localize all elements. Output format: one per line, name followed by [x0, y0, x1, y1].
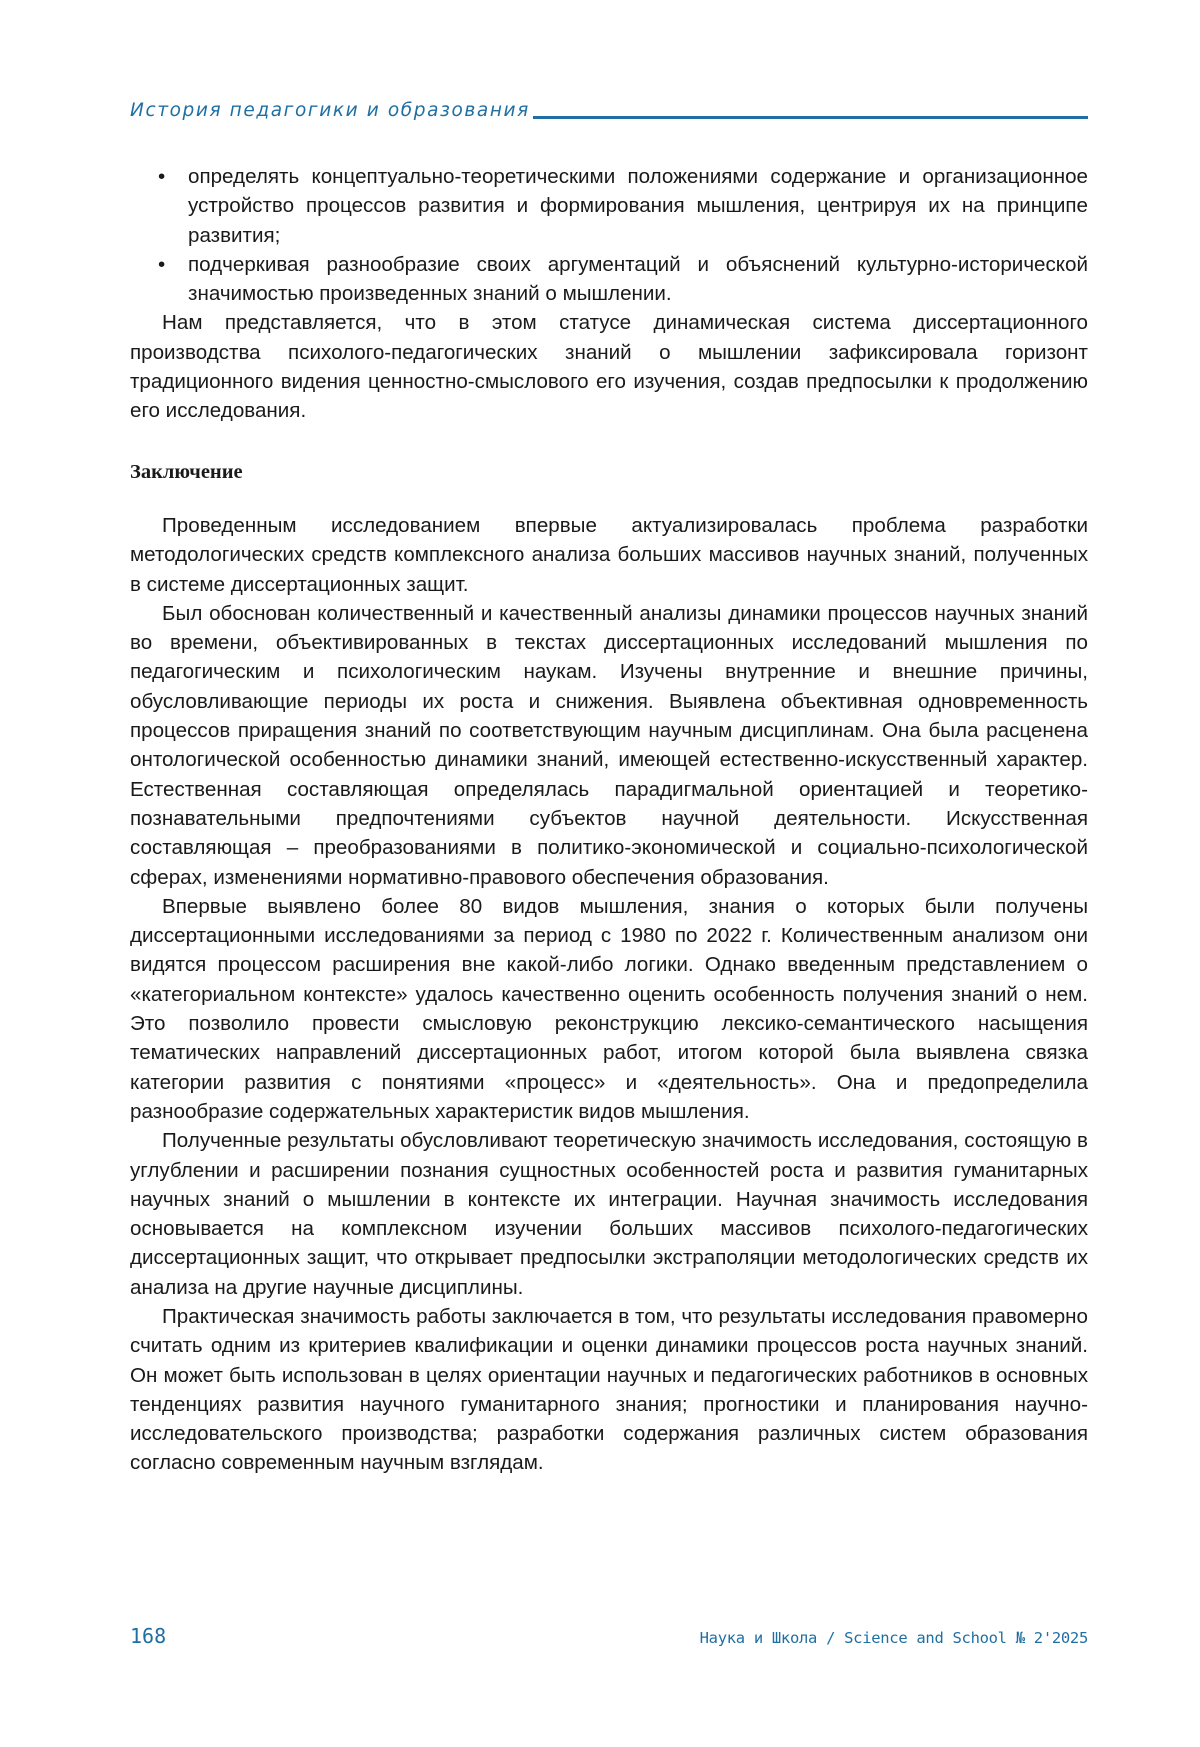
page-footer	[130, 1624, 1088, 1648]
journal-name: Наука и Школа / Science and School № 2'2025	[699, 1629, 1088, 1647]
running-head	[130, 102, 1088, 121]
paragraph-intro: Нам представляется, что в этом статусе динамическая система диссертационного производства психолого-педагогических знаний о мышлении зафиксировала горизонт традиционного видения ценностно-смыслового его изучения, создав предпосылки к продолжению его исследования.	[130, 311, 1088, 423]
bullet-item	[130, 250, 1088, 309]
section-heading: Заключение	[130, 460, 243, 483]
bullet-marker: •	[158, 252, 166, 276]
running-head-rule	[533, 116, 1088, 119]
paragraph: Впервые выявлено более 80 видов мышления, знания о которых были получены диссертационными исследованиями за период с 1980 по 2022 г. Количественным анализом они видятся процессом расширения вне какой-либо логики. Однако введенным представлением о «категориальном контексте» удалось качественно оценить особенность получения знаний о нем. Это позволило провести смысловую реконструкцию лексико-семантического насыщения тематических направлений диссертационных работ, итогом которой была выявлена связка категории развития с понятиями «процесс» и «деятельность». Она и предопределила разнообразие содержательных характеристик видов мышления.	[130, 894, 1088, 1123]
page-number: 168	[130, 1624, 167, 1648]
bullet-text: подчеркивая разнообразие своих аргументаций и объяснений культурно-исторической значимостью произведенных знаний о мышлении.	[188, 252, 1088, 306]
bullet-item	[130, 162, 1088, 250]
bullet-list	[130, 162, 1088, 308]
running-head-title: История педагогики и образования	[130, 100, 530, 121]
bullet-text: определять концептуально-теоретическими положениями содержание и организационное устройство процессов развития и формирования мышления, центрируя их на принципе развития;	[188, 165, 1088, 247]
paragraph: Был обоснован количественный и качественный анализы динамики процессов научных знаний во времени, объективированных в текстах диссертационных исследований мышления по педагогическим и психологическим наукам. Изучены внутренние и внешние причины, обусловливающие периоды их роста и снижения. Выявлена объективная одновременность процессов приращения знаний по соответствующим научным дисциплинам. Она была расценена онтологической особенностью динамики знаний, имеющей естественно-искусственный характер. Естественная составляющая определялась парадигмальной ориентацией и теоретико-познавательными предпочтениями субъектов научной деятельности. Искусственная составляющая – преобразованиями в политико-экономической и социально-психологической сферах, изменениями нормативно-правового обеспечения образования.	[130, 601, 1088, 889]
paragraph: Практическая значимость работы заключается в том, что результаты исследования правомерно считать одним из критериев квалификации и оценки динамики процессов роста научных знаний. Он может быть использован в целях ориентации научных и педагогических работников в основных тенденциях развития научного гуманитарного знания; прогностики и планирования научно-исследовательского производства; разработки содержания различных систем образования согласно современным научным взглядам.	[130, 1304, 1088, 1475]
paragraph: Полученные результаты обусловливают теоретическую значимость исследования, состоящую в углублении и расширении познания сущностных особенностей роста и развития гуманитарных научных знаний о мышлении в контексте их интеграции. Научная значимость исследования основывается на комплексном изучении больших массивов психолого-педагогических диссертационных защит, что открывает предпосылки экстраполяции методологических средств их анализа на другие научные дисциплины.	[130, 1129, 1088, 1299]
bullet-marker: •	[158, 165, 166, 188]
paragraph: Проведенным исследованием впервые актуализировалась проблема разработки методологических средств комплексного анализа больших массивов научных знаний, полученных в системе диссертационных защит.	[130, 513, 1088, 596]
page-body	[130, 162, 1088, 1478]
